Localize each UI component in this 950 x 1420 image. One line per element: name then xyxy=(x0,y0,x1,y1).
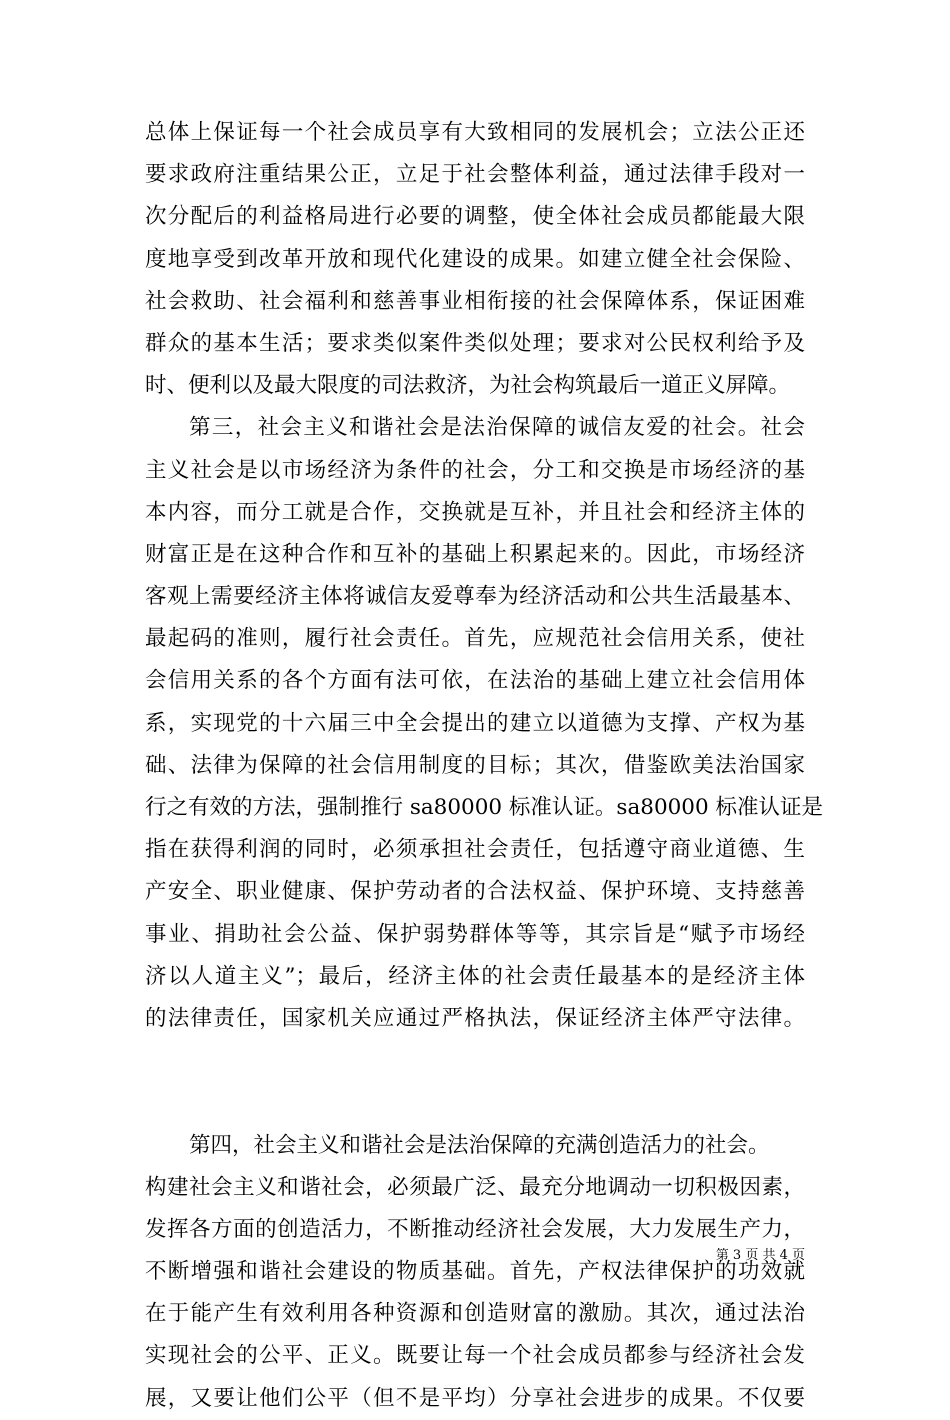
text-line: 事业、捐助社会公益、保护弱势群体等等，其宗旨是“赋予市场经 xyxy=(145,921,805,947)
text-line: 会信用关系的各个方面有法可依，在法治的基础上建立社会信用体 xyxy=(145,668,805,694)
text-line: 第三，社会主义和谐社会是法治保障的诚信友爱的社会。社会 xyxy=(189,415,805,441)
text-line: 要求政府注重结果公正，立足于社会整体利益，通过法律手段对一 xyxy=(145,162,805,188)
text-line: 群众的基本生活；要求类似案件类似处理；要求对公民权利给予及 xyxy=(145,330,805,356)
paragraph-1 xyxy=(145,112,805,407)
text-line: 最起码的准则，履行社会责任。首先，应规范社会信用关系，使社 xyxy=(145,626,805,652)
text-line xyxy=(145,1040,805,1082)
body-text xyxy=(145,112,823,1420)
text-line: 社会救助、社会福利和慈善事业相衔接的社会保障体系，保证困难 xyxy=(145,288,805,314)
text-line xyxy=(145,1082,805,1124)
text-line: 济以人道主义”；最后，经济主体的社会责任最基本的是经济主体 xyxy=(145,963,805,989)
text-line: 发挥各方面的创造活力，不断推动经济社会发展，大力发展生产力， xyxy=(145,1216,805,1242)
text-line: 财富正是在这种合作和互补的基础上积累起来的。因此，市场经济 xyxy=(145,541,805,567)
text-line: 系，实现党的十六届三中全会提出的建立以道德为支撑、产权为基 xyxy=(145,710,805,736)
text-line: 总体上保证每一个社会成员享有大致相同的发展机会；立法公正还 xyxy=(145,120,805,145)
text-line: 实现社会的公平、正义。既要让每一个社会成员都参与经济社会发 xyxy=(145,1343,805,1369)
paragraph-2 xyxy=(145,407,823,1124)
text-line: 主义社会是以市场经济为条件的社会，分工和交换是市场经济的基 xyxy=(145,457,805,483)
text-line: 行之有效的方法，强制推行 sa80000 标准认证。sa80000 标准认证是 xyxy=(145,795,823,820)
text-line: 在于能产生有效利用各种资源和创造财富的激励。其次，通过法治 xyxy=(145,1301,805,1327)
text-line: 时、便利以及最大限度的司法救济，为社会构筑最后一道正义屏障。 xyxy=(145,373,791,399)
text-line: 构建社会主义和谐社会，必须最广泛、最充分地调动一切积极因素， xyxy=(145,1174,805,1200)
text-line: 指在获得利润的同时，必须承担社会责任，包括遵守商业道德、生 xyxy=(145,837,805,863)
page-number: 第 3 页 共 4 页 xyxy=(715,1248,805,1263)
paragraph-3 xyxy=(145,1125,805,1420)
text-line: 产安全、职业健康、保护劳动者的合法权益、保护环境、支持慈善 xyxy=(145,879,805,905)
text-line: 的法律责任，国家机关应通过严格执法，保证经济主体严守法律。 xyxy=(145,1005,805,1031)
text-line: 础、法律为保障的社会信用制度的目标；其次，借鉴欧美法治国家 xyxy=(145,752,805,778)
text-line: 度地享受到改革开放和现代化建设的成果。如建立健全社会保险、 xyxy=(145,246,805,272)
text-line: 客观上需要经济主体将诚信友爱尊奉为经济活动和公共生活最基本、 xyxy=(145,584,805,610)
text-line: 第四，社会主义和谐社会是法治保障的充满创造活力的社会。 xyxy=(189,1132,770,1158)
text-line: 不断增强和谐社会建设的物质基础。首先，产权法律保护的功效就 xyxy=(145,1259,805,1285)
text-line: 本内容，而分工就是合作，交换就是互补，并且社会和经济主体的 xyxy=(145,499,805,525)
text-line: 次分配后的利益格局进行必要的调整，使全体社会成员都能最大限 xyxy=(145,204,805,230)
text-line: 展，又要让他们公平（但不是平均）分享社会进步的成果。不仅要 xyxy=(145,1385,805,1411)
